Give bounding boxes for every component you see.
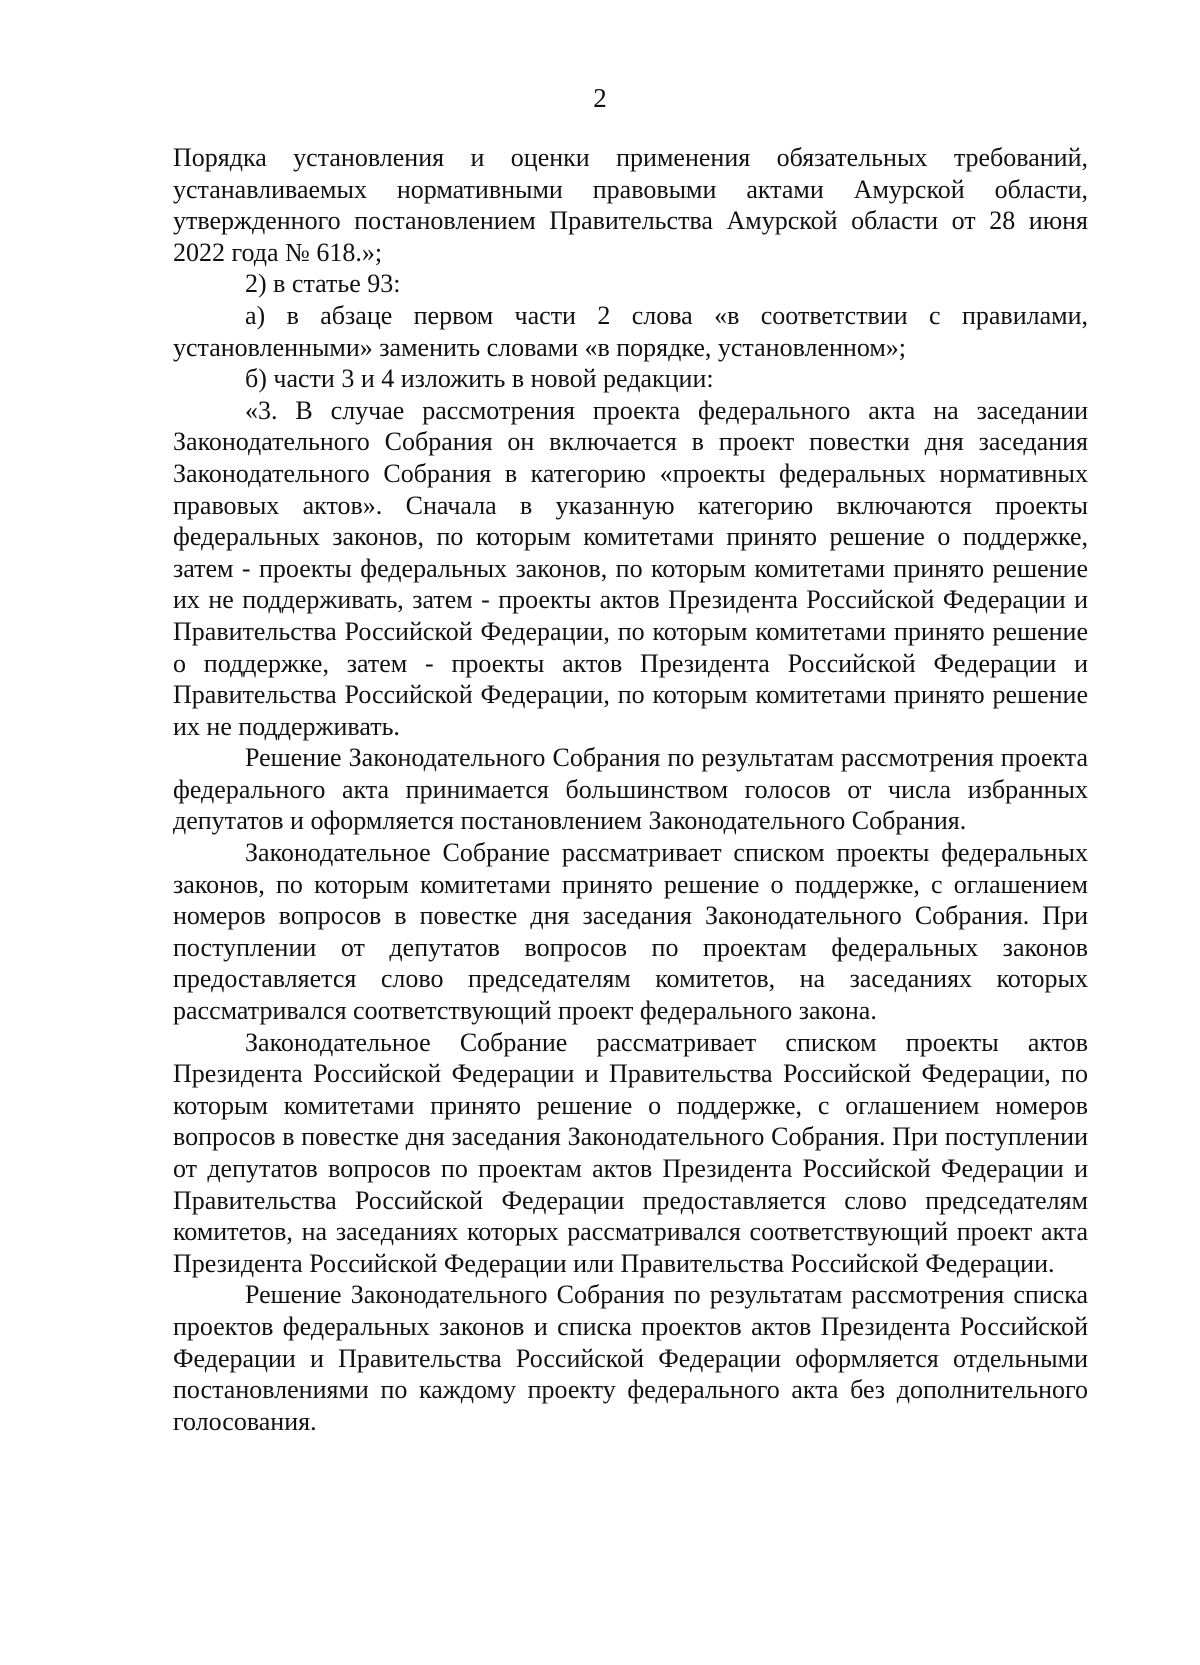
document-body	[173, 142, 1088, 1437]
paragraph-6: Решение Законодательного Собрания по результатам рассмотрения проекта федерального акта принимается большинством голосов от числа избранных депутатов и оформляется постановлением Законодательного Собрания.	[173, 743, 1088, 836]
paragraph-4: б) части 3 и 4 изложить в новой редакции:	[245, 364, 714, 394]
paragraph-5: «3. В случае рассмотрения проекта федерального акта на заседании Законодательного Собрания он включается в проект повестки дня заседания Законодательного Собрания в категорию «проекты федеральных нормативных правовых актов». Сначала в указанную категорию включаются проекты федеральных законов, по которым комитетами принято решение о поддержке, затем - проекты федеральных законов, по которым комитетами принято решение их не поддерживать, затем - проекты актов Президента Российской Федерации и Правительства Российской Федерации, по которым комитетами принято решение о поддержке, затем - проекты актов Президента Российской Федерации и Правительства Российской Федерации, по которым комитетами принято решение их не поддерживать.	[173, 395, 1088, 741]
paragraph-7: Законодательное Собрание рассматривает списком проекты федеральных законов, по которым комитетами принято решение о поддержке, с оглашением номеров вопросов в повестке дня заседания Законодательного Собрания. При поступлении от депутатов вопросов по проектам федеральных законов предоставляется слово председателям комитетов, на заседаниях которых рассматривался соответствующий проект федерального закона.	[173, 838, 1088, 1026]
page-number: 2	[593, 83, 607, 113]
paragraph-1: Порядка установления и оценки применения обязательных требований, устанавливаемых нормативными правовыми актами Амурской области, утвержденного постановлением Правительства Амурской области от 28 июня 2022 года № 618.»;	[173, 143, 1088, 267]
paragraph-2: 2) в статье 93:	[245, 269, 401, 299]
paragraph-9: Решение Законодательного Собрания по результатам рассмотрения списка проектов федеральных законов и списка проектов актов Президента Российской Федерации и Правительства Российской Федерации оформляется отдельными постановлениями по каждому проекту федерального акта без дополнительного голосования.	[173, 1280, 1088, 1436]
paragraph-3: а) в абзаце первом части 2 слова «в соответствии с правилами, установленными» заменить словами «в порядке, установленном»;	[173, 300, 1088, 362]
paragraph-8: Законодательное Собрание рассматривает списком проекты актов Президента Российской Федерации и Правительства Российской Федерации, по которым комитетами принято решение о поддержке, с оглашением номеров вопросов в повестке дня заседания Законодательного Собрания. При поступлении от депутатов вопросов по проектам актов Президента Российской Федерации и Правительства Российской Федерации предоставляется слово председателям комитетов, на заседаниях которых рассматривался соответствующий проект акта Президента Российской Федерации или Правительства Российской Федерации.	[173, 1027, 1088, 1278]
